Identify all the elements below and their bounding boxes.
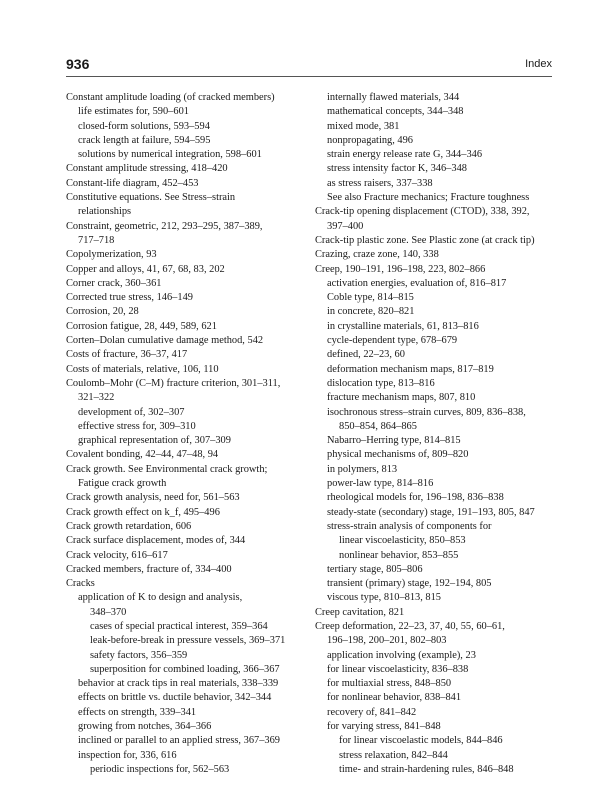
index-entry-text: development of, 302–307 — [78, 406, 185, 418]
index-entry-text: stress intensity factor K, 346–348 — [327, 163, 467, 175]
index-entry — [315, 620, 555, 649]
index-entry-text: Crack surface displacement, modes of, 344 — [66, 535, 246, 547]
index-subentry — [66, 406, 312, 420]
index-entry-text: for multiaxial stress, 848–850 — [327, 678, 452, 690]
index-entry-text: solutions by numerical integration, 598–601 — [78, 149, 262, 161]
index-entry-text: Cracks — [66, 578, 95, 590]
index-subentry — [66, 749, 312, 763]
index-entry — [315, 234, 555, 248]
index-entry-text: Corrosion, 20, 28 — [66, 306, 139, 318]
index-entry-text: Nabarro–Herring type, 814–815 — [327, 435, 461, 447]
index-subentry — [315, 520, 555, 534]
index-entry-text: Corner crack, 360–361 — [66, 277, 162, 289]
index-entry — [315, 205, 555, 234]
index-entry-text: stress relaxation, 842–844 — [339, 749, 448, 761]
index-entry — [315, 263, 555, 277]
index-entry-text: Constitutive equations. See Stress–strain — [66, 192, 236, 204]
index-subentry — [315, 162, 555, 176]
index-entry-text: isochronous stress–strain curves, 809, 836–838, — [327, 406, 526, 418]
index-entry-text: power-law type, 814–816 — [327, 478, 434, 490]
index-entry-text: for linear viscoelastic models, 844–846 — [339, 735, 503, 747]
index-entry-text: for nonlinear behavior, 838–841 — [327, 692, 462, 704]
index-entry — [66, 220, 312, 249]
running-header-title: Index — [525, 58, 552, 70]
index-subentry — [315, 691, 555, 705]
index-entry-text: Crack growth. See Environmental crack growth; — [66, 463, 268, 475]
index-subentry — [315, 91, 555, 105]
index-subentry — [66, 134, 312, 148]
index-entry-text: life estimates for, 590–601 — [78, 106, 189, 118]
index-subentry — [315, 477, 555, 491]
index-entry-text: Crack velocity, 616–617 — [66, 549, 168, 561]
index-entry — [66, 448, 312, 462]
index-entry-text: nonpropagating, 496 — [327, 134, 413, 146]
index-entry-text: Copolymerization, 93 — [66, 249, 157, 261]
index-entry-text: transient (primary) stage, 192–194, 805 — [327, 578, 492, 590]
index-subentry — [315, 491, 555, 505]
index-entry-text: leak-before-break in pressure vessels, 369–371 — [90, 635, 286, 647]
index-entry-text: deformation mechanism maps, 817–819 — [327, 363, 494, 375]
index-entry — [66, 305, 312, 319]
index-subentry — [315, 134, 555, 148]
index-entry-text: internally flawed materials, 344 — [327, 92, 460, 103]
index-subentry — [315, 434, 555, 448]
index-entry-text: behavior at crack tips in real materials, 338–339 — [78, 678, 279, 690]
index-subentry — [315, 506, 555, 520]
index-subentry — [315, 277, 555, 291]
index-subentry — [315, 363, 555, 377]
index-entry-text: Corrected true stress, 146–149 — [66, 292, 193, 304]
index-entry-text: inspection for, 336, 616 — [78, 749, 177, 761]
index-entry-text: Crack growth effect on k_f, 495–496 — [66, 506, 220, 518]
index-entry — [66, 377, 312, 406]
index-entry — [66, 506, 312, 520]
index-entry — [66, 491, 312, 505]
index-subentry — [315, 463, 555, 477]
index-entry-text: Creep deformation, 22–23, 37, 40, 55, 60–61, — [315, 620, 505, 632]
index-subentry — [66, 148, 312, 162]
index-entry-text: effects on brittle vs. ductile behavior, 342–344 — [78, 692, 272, 704]
index-subentry — [66, 420, 312, 434]
index-entry-text: nonlinear behavior, 853–855 — [339, 549, 459, 561]
index-entry-text: See also Fracture mechanics; Fracture toughness — [327, 192, 530, 204]
index-entry-text: for varying stress, 841–848 — [327, 721, 441, 733]
index-subentry — [66, 706, 312, 720]
index-entry-text: effects on strength, 339–341 — [78, 706, 197, 718]
index-entry — [66, 248, 312, 262]
index-entry-text: in concrete, 820–821 — [327, 306, 415, 318]
index-entry — [315, 248, 555, 262]
index-entry-text: crack length at failure, 594–595 — [78, 134, 211, 146]
index-entry-text: application involving (example), 23 — [327, 649, 476, 661]
index-entry-continuation: 348–370 — [90, 606, 127, 618]
index-subentry — [315, 649, 555, 663]
index-entry — [66, 348, 312, 362]
index-entry-text: Constant amplitude stressing, 418–420 — [66, 163, 228, 175]
index-entry-text: Constant amplitude loading (of cracked members) — [66, 92, 275, 103]
index-subentry — [315, 105, 555, 119]
index-entry-continuation: 397–400 — [327, 220, 364, 232]
index-entry-text: stress-strain analysis of components for — [327, 520, 492, 532]
index-entry-text: viscous type, 810–813, 815 — [327, 592, 442, 604]
index-entry-text: for linear viscoelasticity, 836–838 — [327, 663, 469, 675]
index-subentry — [315, 320, 555, 334]
index-entry — [66, 191, 312, 220]
index-subentry — [315, 177, 555, 191]
index-subentry — [315, 448, 555, 462]
index-entry-text: closed-form solutions, 593–594 — [78, 120, 210, 132]
index-entry — [66, 520, 312, 534]
index-entry-text: tertiary stage, 805–806 — [327, 563, 423, 575]
index-entry-text: Covalent bonding, 42–44, 47–48, 94 — [66, 449, 219, 461]
index-entry-text: Crack-tip opening displacement (CTOD), 338, 392, — [315, 206, 530, 218]
index-subentry — [315, 334, 555, 348]
index-subentry — [66, 763, 312, 777]
index-subentry — [315, 377, 555, 391]
index-subentry — [66, 120, 312, 134]
index-column-right — [315, 91, 555, 777]
index-subentry — [315, 577, 555, 591]
header-rule — [66, 76, 552, 77]
index-column-left — [66, 91, 312, 777]
index-entry — [66, 263, 312, 277]
index-entry-continuation: relationships — [78, 206, 132, 218]
index-entry-text: as stress raisers, 337–338 — [327, 177, 433, 189]
page-number: 936 — [66, 56, 90, 72]
index-entry-text: Creep, 190–191, 196–198, 223, 802–866 — [315, 263, 486, 275]
index-subentry — [315, 148, 555, 162]
index-subentry — [315, 348, 555, 362]
index-entry — [66, 162, 312, 176]
index-entry-text: Creep cavitation, 821 — [315, 606, 405, 618]
index-entry-text: fracture mechanism maps, 807, 810 — [327, 392, 476, 404]
index-subentry — [315, 305, 555, 319]
index-entry — [66, 277, 312, 291]
index-subentry — [315, 549, 555, 563]
index-subentry — [315, 291, 555, 305]
index-entry — [66, 549, 312, 563]
index-entry-text: Constraint, geometric, 212, 293–295, 387–389, — [66, 220, 263, 232]
index-entry-text: defined, 22–23, 60 — [327, 349, 405, 361]
index-entry-text: effective stress for, 309–310 — [78, 420, 196, 432]
index-subentry — [315, 749, 555, 763]
index-subentry — [315, 563, 555, 577]
index-entry — [66, 463, 312, 492]
index-entry-text: mathematical concepts, 344–348 — [327, 106, 464, 118]
index-entry — [66, 177, 312, 191]
index-entry-text: graphical representation of, 307–309 — [78, 435, 231, 447]
index-subentry — [66, 591, 312, 620]
index-subentry — [66, 691, 312, 705]
index-entry-text: Crack growth retardation, 606 — [66, 520, 192, 532]
index-entry-text: Copper and alloys, 41, 67, 68, 83, 202 — [66, 263, 225, 275]
index-entry-text: Coulomb–Mohr (C–M) fracture criterion, 301–311, — [66, 377, 281, 389]
index-entry-text: Costs of fracture, 36–37, 417 — [66, 349, 188, 361]
index-subentry — [315, 534, 555, 548]
index-entry-text: inclined or parallel to an applied stress, 367–369 — [78, 735, 280, 747]
index-entry — [66, 320, 312, 334]
index-subentry — [66, 720, 312, 734]
index-entry-text: Costs of materials, relative, 106, 110 — [66, 363, 219, 375]
index-entry-text: Coble type, 814–815 — [327, 292, 414, 304]
index-subentry — [315, 677, 555, 691]
index-subentry — [315, 591, 555, 605]
index-entry — [315, 606, 555, 620]
index-entry-text: in polymers, 813 — [327, 463, 398, 475]
index-entry-continuation: 196–198, 200–201, 802–803 — [327, 635, 447, 647]
index-entry-continuation: 321–322 — [78, 392, 115, 404]
index-entry-text: Crack growth analysis, need for, 561–563 — [66, 492, 240, 504]
index-subentry — [66, 620, 312, 634]
index-subentry — [66, 663, 312, 677]
index-entry-text: growing from notches, 364–366 — [78, 721, 212, 733]
index-entry-text: in crystalline materials, 61, 813–816 — [327, 320, 479, 332]
index-subentry — [66, 634, 312, 648]
index-subentry — [66, 734, 312, 748]
index-entry-text: Constant-life diagram, 452–453 — [66, 177, 199, 189]
index-entry-text: physical mechanisms of, 809–820 — [327, 449, 469, 461]
index-subentry — [315, 406, 555, 435]
index-entry-text: superposition for combined loading, 366–367 — [90, 663, 280, 675]
index-entry-text: safety factors, 356–359 — [90, 649, 188, 661]
index-entry-text: strain energy release rate G, 344–346 — [327, 149, 483, 161]
index-entry-text: steady-state (secondary) stage, 191–193, 805, 847 — [327, 506, 535, 518]
index-entry-text: application of K to design and analysis, — [78, 592, 243, 604]
index-subentry — [315, 391, 555, 405]
index-subentry — [315, 706, 555, 720]
index-entry-text: cases of special practical interest, 359–364 — [90, 620, 268, 632]
index-entry — [66, 534, 312, 548]
index-entry — [66, 577, 312, 591]
index-entry-text: Corrosion fatigue, 28, 449, 589, 621 — [66, 320, 217, 332]
index-entry-text: activation energies, evaluation of, 816–817 — [327, 277, 507, 289]
index-entry-text: rheological models for, 196–198, 836–838 — [327, 492, 504, 504]
index-entry-text: periodic inspections for, 562–563 — [90, 763, 230, 775]
index-subentry — [315, 191, 555, 205]
index-entry-continuation: 850–854, 864–865 — [339, 420, 417, 432]
index-entry-text: Crazing, craze zone, 140, 338 — [315, 249, 439, 261]
index-subentry — [66, 677, 312, 691]
index-subentry — [66, 434, 312, 448]
index-subentry — [315, 763, 555, 777]
index-entry-text: time- and strain-hardening rules, 846–848 — [339, 763, 514, 775]
index-entry-text: linear viscoelasticity, 850–853 — [339, 535, 466, 547]
index-entry-text: dislocation type, 813–816 — [327, 377, 435, 389]
index-subentry — [315, 720, 555, 734]
index-subentry — [315, 663, 555, 677]
index-entry-text: cycle-dependent type, 678–679 — [327, 335, 458, 347]
index-entry — [66, 91, 312, 105]
index-entry — [66, 363, 312, 377]
index-subentry — [66, 649, 312, 663]
index-subentry — [315, 734, 555, 748]
index-entry-continuation: Fatigue crack growth — [78, 478, 167, 490]
index-entry-text: Crack-tip plastic zone. See Plastic zone (at crack tip) — [315, 234, 535, 246]
index-entry-text: Cracked members, fracture of, 334–400 — [66, 563, 232, 575]
index-entry — [66, 563, 312, 577]
index-entry-continuation: 717–718 — [78, 234, 115, 246]
index-entry — [66, 334, 312, 348]
index-subentry — [315, 120, 555, 134]
index-entry-text: recovery of, 841–842 — [327, 706, 417, 718]
index-entry-text: mixed mode, 381 — [327, 120, 400, 132]
index-subentry — [66, 105, 312, 119]
index-entry — [66, 291, 312, 305]
index-entry-text: Corten–Dolan cumulative damage method, 542 — [66, 335, 264, 347]
